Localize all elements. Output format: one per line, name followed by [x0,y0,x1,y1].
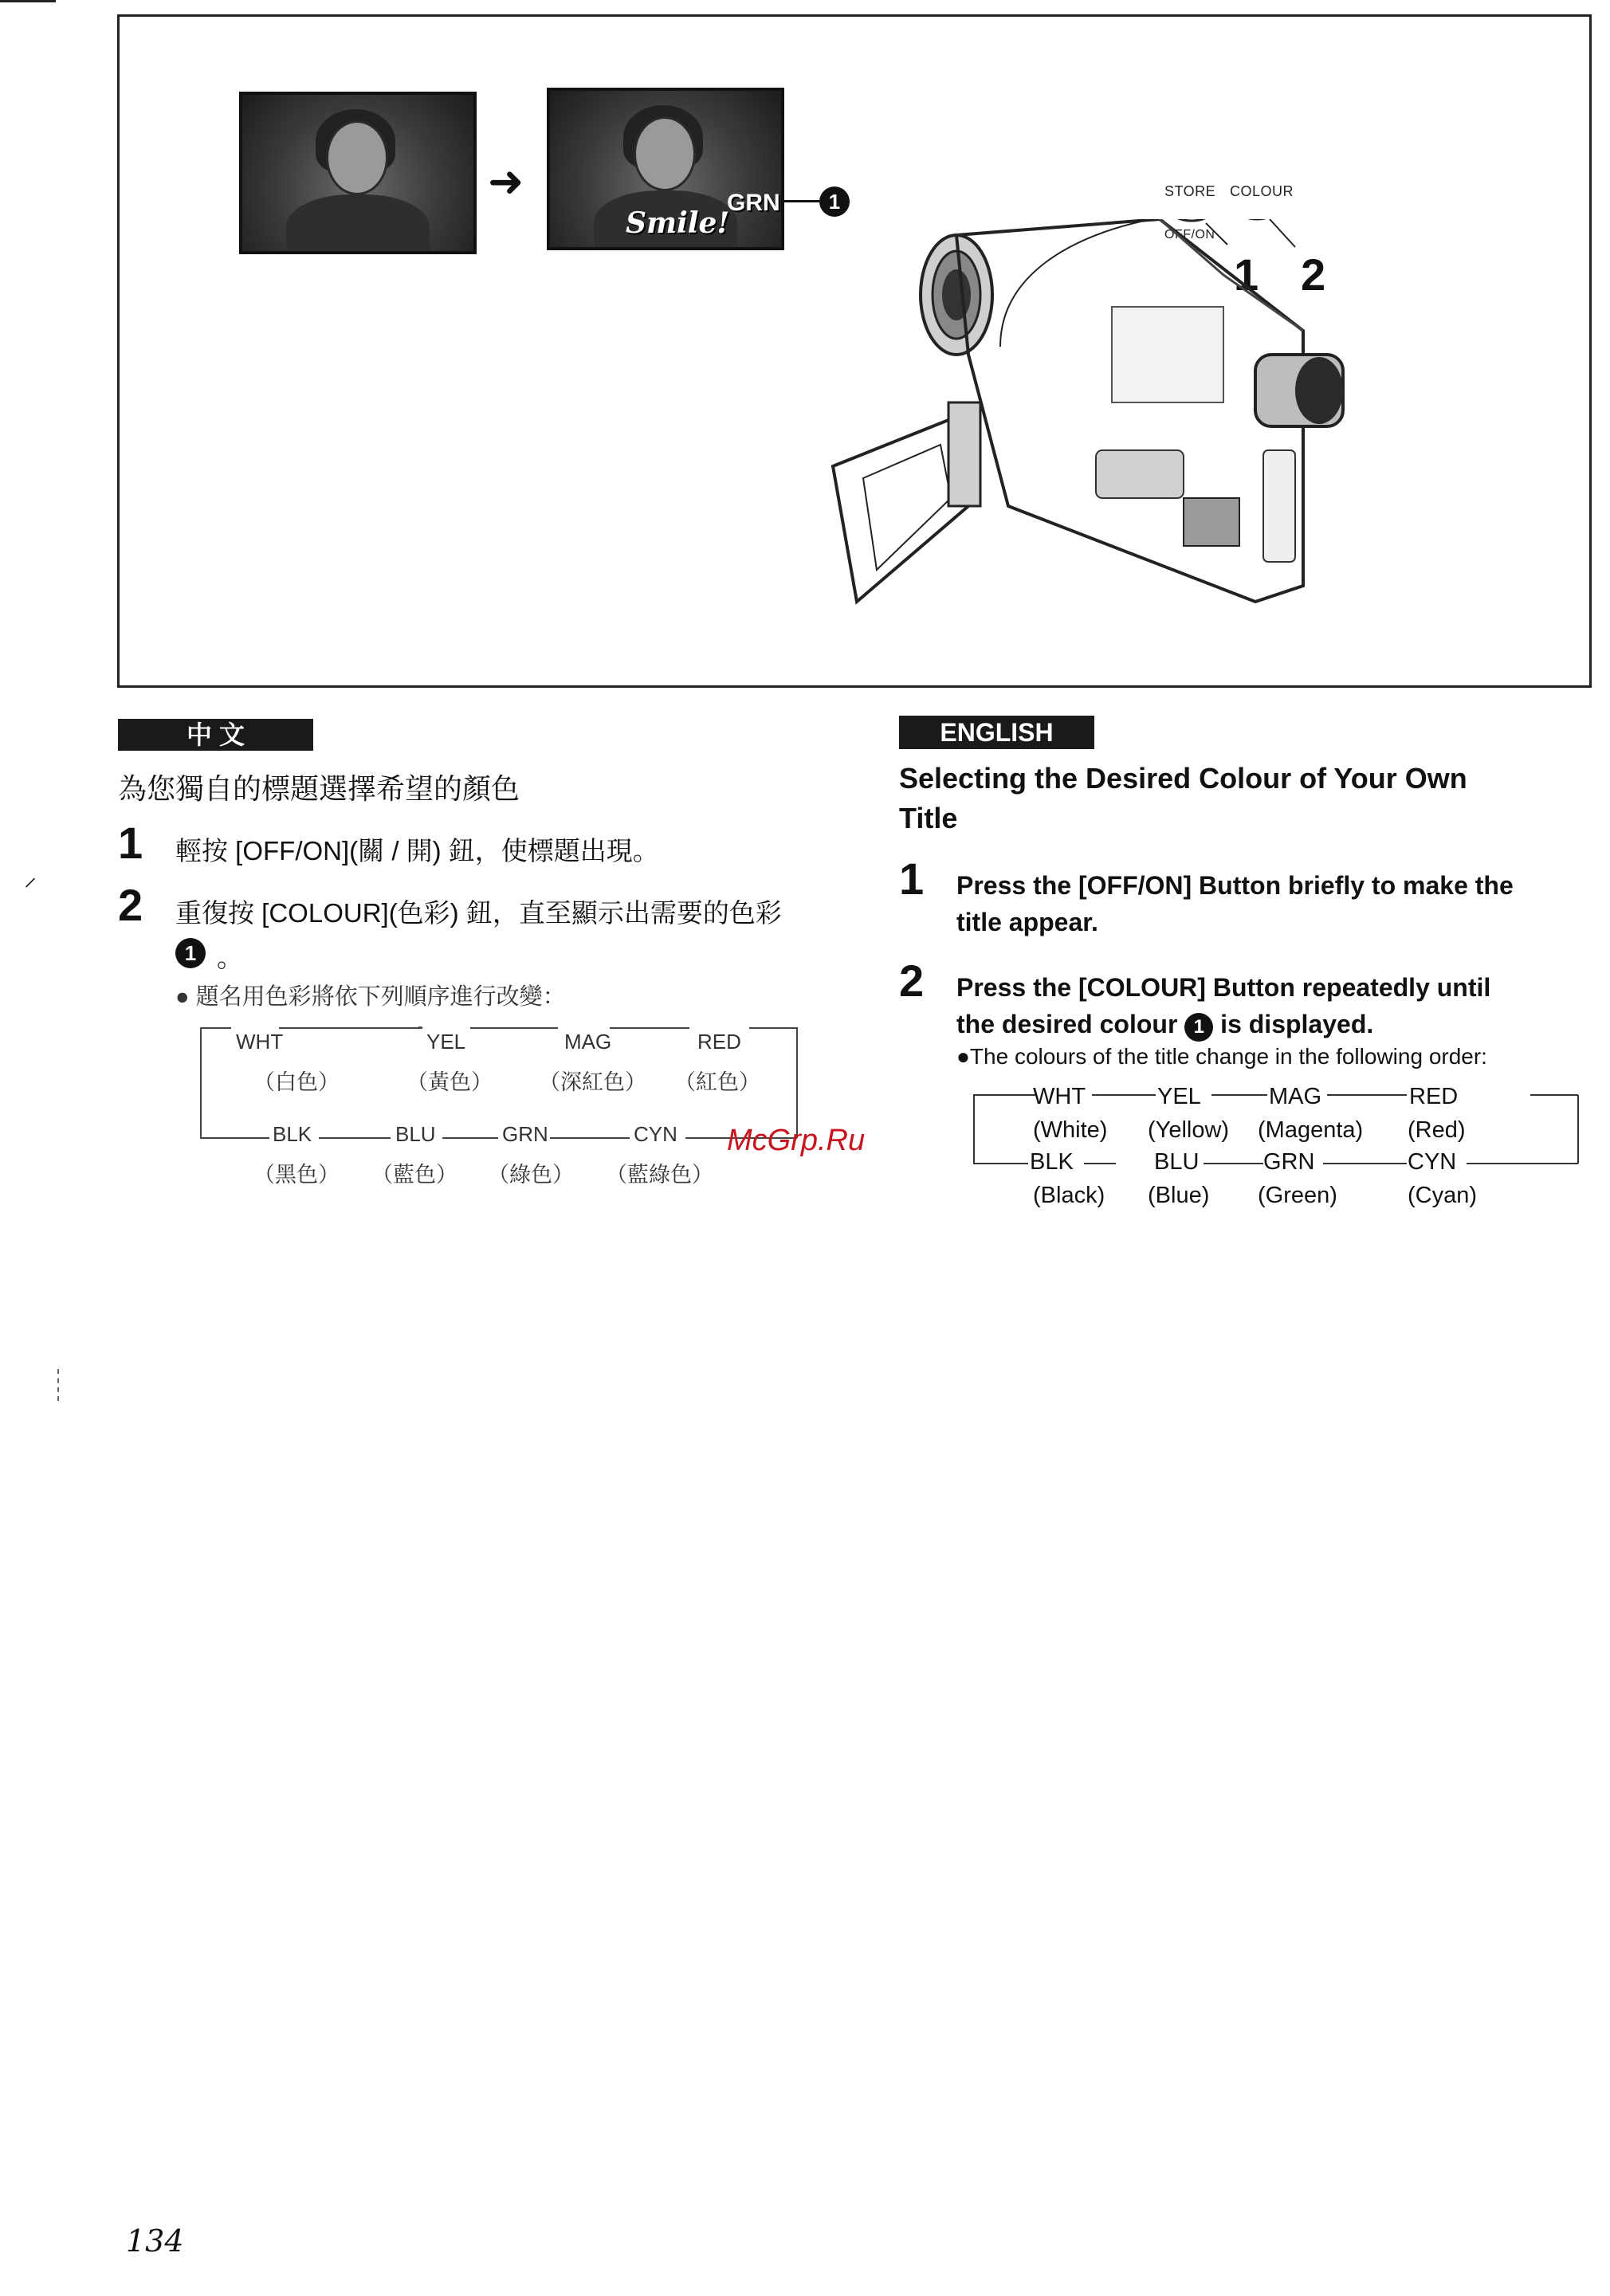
store-button-icon [1174,219,1209,221]
overlay-colour-code: GRN [727,190,780,216]
watermark-text: McGrp.Ru [727,1124,866,1157]
overlay-title-text: Smile! [626,206,730,240]
en-seq-top-4: RED [1409,1084,1459,1109]
english-step-2-line-2 [956,1006,1373,1042]
cn-seq-bottom-3: GRN [502,1122,548,1146]
english-step-1-line-2: title appear. [956,908,1098,936]
cn-seq-top-1: WHT [236,1030,284,1054]
en-seq-bottom-4: CYN [1408,1149,1457,1175]
cn-seq-bottom-sub-4: （藍綠色） [606,1163,713,1187]
cn-seq-top-3: MAG [564,1030,612,1054]
en-seq-top-sub-3: (Magenta) [1258,1117,1364,1143]
chinese-step-2-text: 重復按 [COLOUR](色彩) 鈕，直至顯示出需要的色彩 [175,898,782,928]
arrow-right-icon: ➜ [488,158,524,206]
store-label: STORE [1164,183,1216,199]
chinese-heading: 為您獨自的標題選擇希望的顏色 [118,772,520,805]
cn-seq-bottom-4: CYN [634,1122,677,1146]
cn-seq-bottom-sub-1: （黑色） [253,1163,340,1187]
cn-seq-bottom-sub-2: （藍色） [371,1163,457,1187]
en-seq-bottom-3: GRN [1263,1149,1315,1175]
cn-seq-top-sub-1: （白色） [253,1070,340,1094]
camcorder-illustration [809,219,1351,618]
english-step-2-marker: 1 [1184,1013,1213,1042]
english-step-2-line-1: Press the [COLOUR] Button repeatedly until [956,973,1491,1002]
chinese-step-2-number: 2 [118,880,143,930]
en-seq-bottom-sub-3: (Green) [1258,1183,1337,1208]
en-seq-bottom-sub-4: (Cyan) [1408,1183,1478,1208]
en-seq-bottom-sub-1: (Black) [1033,1183,1105,1208]
photo-after [547,88,784,250]
cn-seq-top-4: RED [697,1030,741,1054]
page-number: 134 [126,2223,184,2259]
en-seq-top-sub-1: (White) [1033,1117,1108,1143]
english-step-1-line-1: Press the [OFF/ON] Button briefly to make the [956,871,1514,900]
en-seq-bottom-sub-2: (Blue) [1148,1183,1210,1208]
en-seq-top-sub-2: (Yellow) [1148,1117,1230,1143]
en-seq-top-2: YEL [1157,1084,1201,1109]
english-section-label: ENGLISH [899,716,1094,749]
chinese-step-2-end: 。 [217,943,243,972]
callout-marker: 1 [819,186,850,217]
chinese-section-label: 中 文 [118,719,313,751]
photo-before [239,92,477,254]
en-seq-bottom-1: BLK [1030,1149,1074,1175]
cn-seq-top-sub-2: （黃色） [406,1070,493,1094]
english-step-2-line-2-post: is displayed. [1220,1010,1374,1038]
en-seq-top-1: WHT [1033,1084,1086,1109]
en-seq-top-3: MAG [1269,1084,1322,1109]
chinese-step-1-number: 1 [118,818,143,868]
off-on-label: OFF/ON [1164,228,1215,241]
en-seq-top-sub-4: (Red) [1408,1117,1466,1143]
cn-seq-top-sub-4: （紅色） [674,1070,760,1094]
cn-seq-top-2: YEL [426,1030,466,1054]
chinese-step-1-text: 輕按 [OFF/ON](關 / 開) 鈕，使標題出現。 [175,836,659,865]
margin-tick-icon: ⸝ [24,862,37,891]
chinese-note: ● 題名用色彩將依下列順序進行改變： [175,984,566,1010]
cn-seq-bottom-1: BLK [273,1122,312,1146]
english-note: ●The colours of the title change in the following order: [956,1044,1487,1069]
button-number-1: 1 [1234,249,1259,300]
english-step-2-number: 2 [899,956,925,1006]
english-heading-line-1: Selecting the Desired Colour of Your Own [899,762,1467,795]
button-number-2: 2 [1301,249,1326,300]
cn-seq-top-sub-3: （深紅色） [539,1070,646,1094]
chinese-step-2-marker: 1 [175,938,206,968]
english-heading-line-2: Title [899,802,958,834]
cn-seq-bottom-sub-3: （綠色） [488,1163,574,1187]
cn-seq-bottom-2: BLU [395,1122,436,1146]
english-step-1-number: 1 [899,854,925,904]
margin-mark [57,1369,61,1401]
top-rule [0,0,56,2]
colour-label: COLOUR [1230,183,1294,199]
callout-line [781,200,819,202]
english-step-2-line-2-pre: the desired colour [956,1010,1178,1038]
en-seq-bottom-2: BLU [1154,1149,1200,1175]
